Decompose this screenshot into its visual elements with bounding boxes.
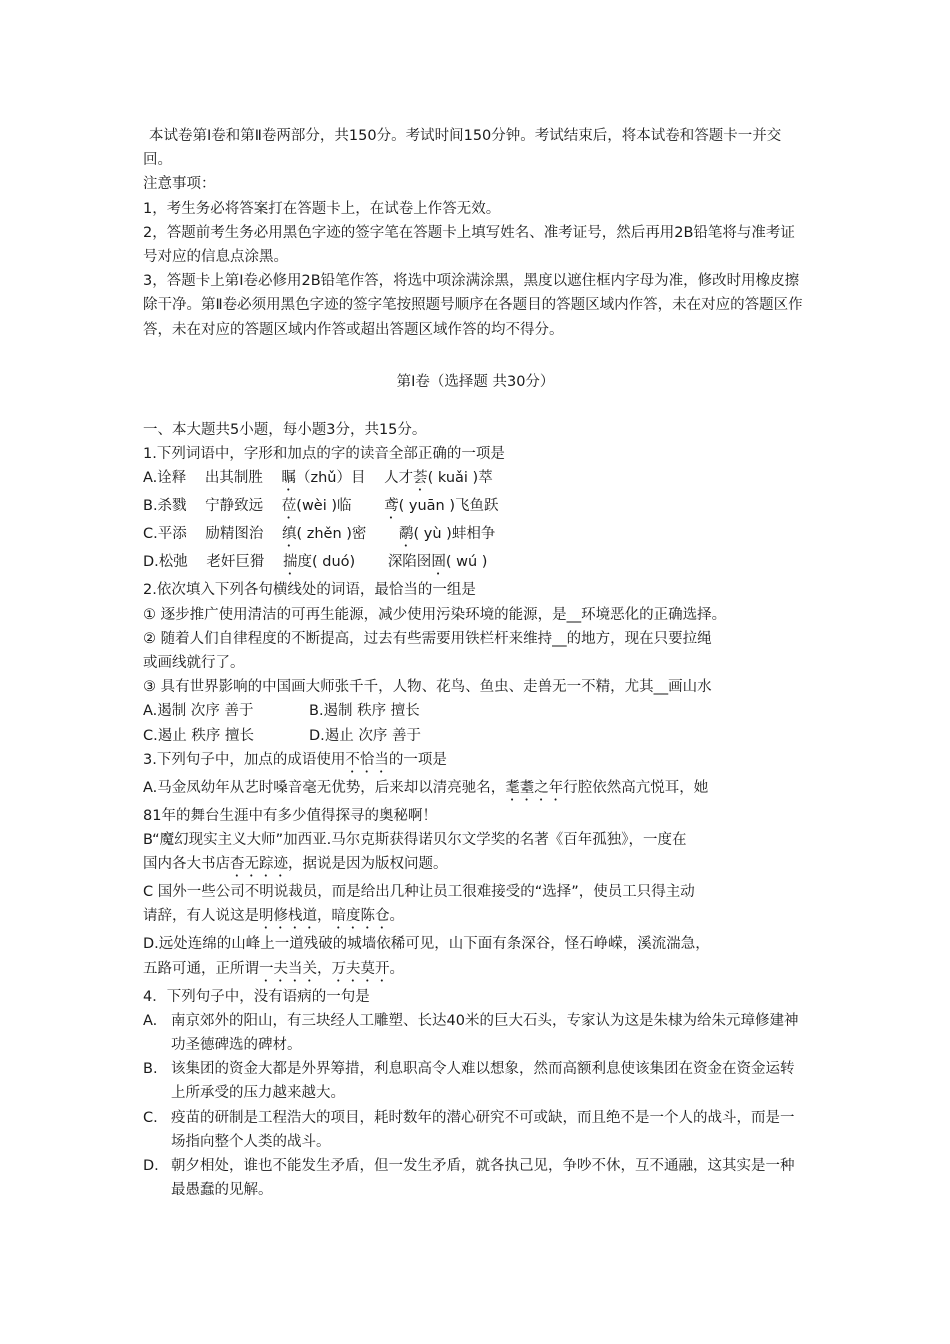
dotted-char: 莅 [281, 498, 297, 515]
q2-stem: 2.依次填入下列各句横线处的词语，最恰当的一组是 [143, 582, 476, 599]
option-text: 度( duó) [297, 554, 356, 571]
option-text: 南京郊外的阳山，有三块经人工雕塑、长达40米的巨大石头，专家认为这是朱棣为给朱元璋修建神功圣德碑选的碑材。 [171, 1012, 799, 1054]
option-text: C.平添 [143, 526, 187, 543]
option-text: 老奸巨猾 [206, 554, 265, 571]
q2-sentence-3: ③ 具有世界影响的中国画大师张千千，人物、花鸟、鱼虫、走兽无一不精，尤其__画山水 [143, 679, 712, 696]
notice-item-2: 2，答题前考生务必用黑色字迹的签字笔在答题卡上填写姓名、准考证号，然后再用2B铅笔将与准考证号对应的信息点涂黑。 [143, 224, 795, 266]
option-text: 该集团的资金大都是外界筹措，利息职高令人难以想象，然而高额利息使该集团在资金在资金运转上所承受的压力越来越大。 [171, 1061, 795, 1102]
notice-item-3: 3，答题卡上第Ⅰ卷必修用2B铅笔作答，将选中项涂满涂黑，黑度以遮住框内字母为准，修改时用橡皮擦除干净。第Ⅱ卷必须用黑色字迹的签字笔按照题号顺序在各题目的答题区域内作答，未在对应的答题区作答，未在对应的答题区域内作答或超出答题区域作答的均不得分。 [143, 273, 803, 338]
dotted-phrase: 暗度陈仓 [331, 908, 390, 925]
option-text: ( yuān )飞鱼跃 [398, 498, 499, 515]
dotted-phrase: 耄耋之年 [505, 779, 564, 796]
question-3 [143, 748, 808, 985]
q3-option-a [143, 776, 808, 804]
q1-option-d [143, 550, 808, 578]
q3-option-d-cont [143, 957, 808, 985]
q2-option-b: B.遏制 秩序 擅长 [309, 703, 420, 720]
option-text: 。 [389, 960, 404, 977]
option-label: A. [143, 1012, 158, 1029]
q4-option-a [143, 1009, 808, 1057]
option-text: D.松弛 [143, 554, 188, 571]
option-text: 请辞，有人说这是 [143, 908, 259, 925]
dotted-char: 瞩 [281, 470, 296, 487]
q2-option-a: A.遏制 次序 善于 [143, 703, 254, 720]
q1-option-b [143, 494, 808, 522]
option-text: 人才 [384, 470, 414, 487]
option-text: 国内各大书店 [143, 856, 230, 873]
dotted-char: 揣 [283, 554, 298, 571]
instructions [143, 124, 808, 342]
option-text: 励精图治 [205, 526, 264, 543]
q4-option-b [143, 1057, 808, 1105]
dotted-char: 荟 [413, 470, 428, 487]
q3-stem [143, 748, 808, 776]
q1-option-a [143, 466, 808, 494]
q2-sentence-1: ① 逐步推广使用清洁的可再生能源，减少使用污染环境的能源，是__环境恶化的正确选择。 [143, 606, 727, 623]
q3-option-b-cont [143, 852, 808, 880]
q3-option-d: D.远处连绵的山峰上一道残破的城墙依稀可见，山下面有条深谷，怪石峥嵘，溪流湍急， [143, 936, 710, 953]
dotted-char: 圄 [431, 554, 446, 571]
option-text: B.杀戮 [143, 498, 187, 515]
q4-stem: 4．下列句子中，没有语病的一句是 [143, 988, 370, 1005]
option-text: ，据说是因为版权问题。 [288, 856, 448, 873]
option-label: B. [143, 1061, 158, 1078]
q3-option-c: C 国外一些公司不明说裁员，而是给出几种让员工很难接受的“选择”，使员工只得主动 [143, 884, 695, 901]
option-text: A.马金凤幼年从艺时嗓音毫无优势，后来却以清亮驰名， [143, 779, 506, 796]
q3-option-b: B“魔幻现实主义大师”加西亚.马尔克斯获得诺贝尔文学奖的名著《百年孤独》，一度在 [143, 832, 687, 849]
option-text: 朝夕相处，谁也不能发生矛盾，但一发生矛盾，就各执己见，争吵不休，互不通融，这其实是一种最愚蠢的见解。 [171, 1158, 795, 1199]
q3-option-c-cont [143, 904, 808, 932]
dotted-phrase: 明修栈道 [259, 908, 317, 925]
q4-option-d [143, 1154, 808, 1202]
dotted-char: 鹬 [399, 526, 414, 543]
section-title: 第Ⅰ卷（选择题 共30分） [396, 373, 555, 390]
stem-text: 3.下列句子中，加点的成语使用 [143, 751, 346, 768]
option-text: 。 [389, 908, 404, 925]
option-text: ( yù )蚌相争 [413, 526, 496, 543]
q1-option-c [143, 522, 808, 550]
option-label: C. [143, 1109, 158, 1126]
q1-stem: 1.下列词语中，字形和加点的字的读音全部正确的一项是 [143, 446, 505, 463]
option-label: D. [143, 1158, 159, 1175]
q2-options-row-1 [143, 699, 808, 723]
question-2 [143, 578, 808, 747]
dotted-char: 缜 [281, 526, 297, 543]
q4-option-c [143, 1106, 808, 1154]
notice-title: 注意事项： [143, 176, 216, 193]
option-text: ， [317, 908, 332, 925]
option-text: （zhǔ）目 [296, 470, 366, 487]
option-text: ( wú ) [445, 554, 488, 571]
option-text: 五路可通，正所谓 [143, 960, 259, 977]
dotted-char: 鸢 [384, 498, 399, 515]
exam-page [143, 124, 808, 1203]
dotted-phrase: 不恰当 [345, 751, 389, 768]
q2-options-row-2 [143, 724, 808, 748]
question-1 [143, 442, 808, 578]
q3-option-a-cont: 81年的舞台生涯中有多少值得探寻的奥秘啊！ [143, 807, 437, 824]
option-text: 深陷囹 [387, 554, 432, 571]
notice-item-1: 1，考生务必将答案打在答题卡上，在试卷上作答无效。 [143, 200, 501, 217]
option-text: 出其制胜 [204, 470, 263, 487]
q2-sentence-2: ② 随着人们自律程度的不断提高，过去有些需要用铁栏杆来维持__的地方，现在只要拉绳 [143, 630, 712, 647]
q2-sentence-2-cont: 或画线就行了。 [143, 655, 245, 672]
option-text: 宁静致远 [205, 498, 264, 515]
option-text: 行腔依然高亢悦耳，她 [563, 779, 709, 796]
option-text: ( zhěn )密 [296, 526, 367, 543]
option-text: A.诠释 [143, 470, 187, 487]
q2-option-c: C.遏止 秩序 擅长 [143, 727, 254, 744]
intro-line: 本试卷第Ⅰ卷和第Ⅱ卷两部分，共150分。考试时间150分钟。考试结束后，将本试卷和答题卡一并交回。 [143, 128, 782, 169]
stem-text: 的一项是 [388, 751, 447, 768]
dotted-phrase: 杳无踪迹 [230, 856, 288, 873]
q2-option-d: D.遏止 次序 善于 [309, 727, 421, 744]
option-text: ( kuǎi )萃 [427, 470, 493, 487]
option-text: (wèi )临 [296, 498, 352, 515]
part1-title: 一、本大题共5小题，每小题3分，共15分。 [143, 422, 427, 439]
question-4 [143, 985, 808, 1203]
dotted-phrase: 一夫当关，万夫莫开 [259, 960, 390, 977]
option-text: 疫苗的研制是工程浩大的项目，耗时数年的潜心研究不可或缺，而且绝不是一个人的战斗，而是一场指向整个人类的战斗。 [171, 1109, 795, 1150]
